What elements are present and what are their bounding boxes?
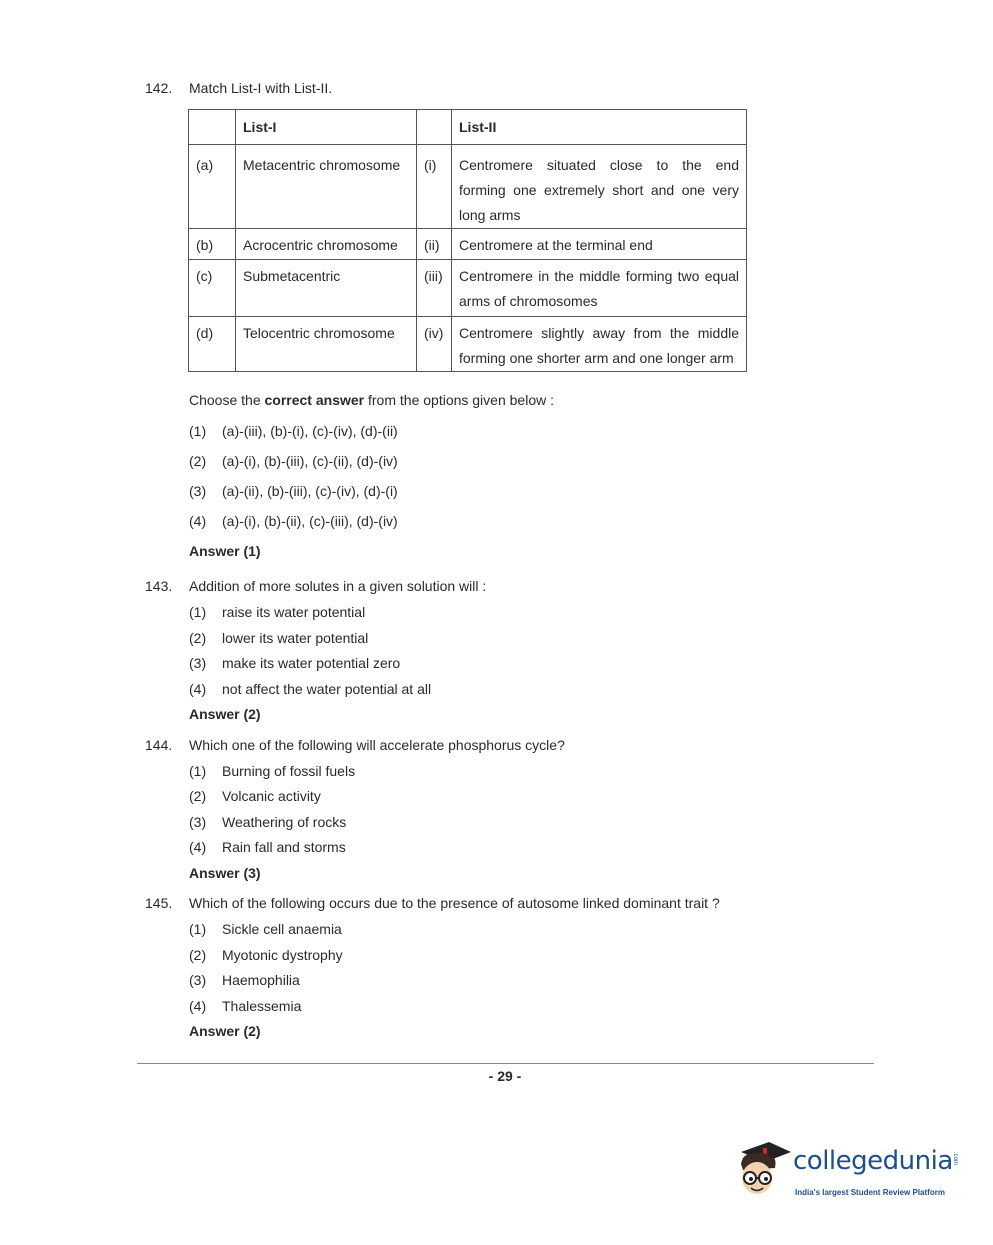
option-text: (a)-(i), (b)-(iii), (c)-(ii), (d)-(iv) (222, 453, 398, 469)
question-144-number: 144. (145, 737, 173, 753)
option-number: (1) (189, 423, 207, 439)
option-number: (1) (189, 763, 207, 779)
option-number: (4) (189, 839, 207, 855)
answer-144: Answer (3) (189, 865, 261, 881)
question-142-number: 142. (145, 80, 173, 96)
answer-143: Answer (2) (189, 706, 261, 722)
footer-divider (137, 1063, 874, 1064)
answer-142: Answer (1) (189, 543, 261, 559)
header-empty-cell (417, 110, 452, 145)
row-description: Centromere slightly away from the middle forming one shorter arm and one longer arm (452, 317, 747, 372)
question-142-text: Match List-I with List-II. (189, 80, 333, 96)
header-list-1: List-I (236, 110, 417, 145)
row-numeral: (i) (417, 145, 452, 229)
option-text: Myotonic dystrophy (222, 947, 343, 963)
option-number: (2) (189, 453, 207, 469)
page-number: - 29 - (488, 1068, 522, 1084)
option-text: (a)-(i), (b)-(ii), (c)-(iii), (d)-(iv) (222, 513, 398, 529)
row-description: Centromere situated close to the end forming one extremely short and one very long arms (452, 145, 747, 229)
row-description: Centromere in the middle forming two equal arms of chromosomes (452, 260, 747, 317)
question-144-text: Which one of the following will accelerate phosphorus cycle? (189, 737, 565, 753)
choose-prefix: Choose the (189, 392, 265, 408)
option-text: Weathering of rocks (222, 814, 347, 830)
option-text: Haemophilia (222, 972, 300, 988)
table-row (189, 260, 747, 317)
logo-tagline: India's largest Student Review Platform (795, 1188, 945, 1197)
logo-domain: .com (952, 1152, 958, 1166)
option-number: (3) (189, 483, 207, 499)
question-143-text: Addition of more solutes in a given solution will : (189, 578, 487, 594)
row-item: Metacentric chromosome (236, 145, 417, 229)
row-numeral: (iv) (417, 317, 452, 372)
option-number: (2) (189, 947, 207, 963)
option-number: (1) (189, 921, 207, 937)
option-text: Thalessemia (222, 998, 302, 1014)
collegedunia-logo (735, 1138, 960, 1208)
option-text: Burning of fossil fuels (222, 763, 356, 779)
header-list-2: List-II (452, 110, 747, 145)
table-header-row (189, 110, 747, 145)
choose-bold: correct answer (264, 392, 365, 408)
header-empty-cell (189, 110, 236, 145)
row-numeral: (ii) (417, 229, 452, 260)
question-145-number: 145. (145, 895, 173, 911)
option-number: (2) (189, 630, 207, 646)
option-text: Sickle cell anaemia (222, 921, 342, 937)
option-text: raise its water potential (222, 604, 366, 620)
question-145-text: Which of the following occurs due to the presence of autosome linked dominant trait ? (189, 895, 720, 911)
choose-instruction (189, 392, 554, 408)
option-text: (a)-(iii), (b)-(i), (c)-(iv), (d)-(ii) (222, 423, 398, 439)
option-number: (3) (189, 972, 207, 988)
option-text: not affect the water potential at all (222, 681, 432, 697)
option-number: (4) (189, 998, 207, 1014)
option-text: (a)-(ii), (b)-(iii), (c)-(iv), (d)-(i) (222, 483, 398, 499)
row-key: (d) (189, 317, 236, 372)
row-key: (a) (189, 145, 236, 229)
option-number: (3) (189, 655, 207, 671)
choose-suffix: from the options given below : (364, 392, 554, 408)
option-number: (2) (189, 788, 207, 804)
row-item: Telocentric chromosome (236, 317, 417, 372)
option-number: (3) (189, 814, 207, 830)
row-numeral: (iii) (417, 260, 452, 317)
answer-145: Answer (2) (189, 1023, 261, 1039)
row-item: Submetacentric (236, 260, 417, 317)
option-number: (1) (189, 604, 207, 620)
logo-wordmark: collegedunia (793, 1146, 953, 1176)
row-key: (b) (189, 229, 236, 260)
option-number: (4) (189, 513, 207, 529)
row-key: (c) (189, 260, 236, 317)
option-text: Rain fall and storms (222, 839, 346, 855)
option-text: Volcanic activity (222, 788, 321, 804)
table-row (189, 317, 747, 372)
table-row (189, 229, 747, 260)
option-text: lower its water potential (222, 630, 369, 646)
student-mascot-icon (735, 1138, 795, 1208)
match-table (188, 109, 747, 372)
table-row (189, 145, 747, 229)
row-item: Acrocentric chromosome (236, 229, 417, 260)
question-143-number: 143. (145, 578, 173, 594)
option-number: (4) (189, 681, 207, 697)
row-description: Centromere at the terminal end (452, 229, 747, 260)
option-text: make its water potential zero (222, 655, 401, 671)
